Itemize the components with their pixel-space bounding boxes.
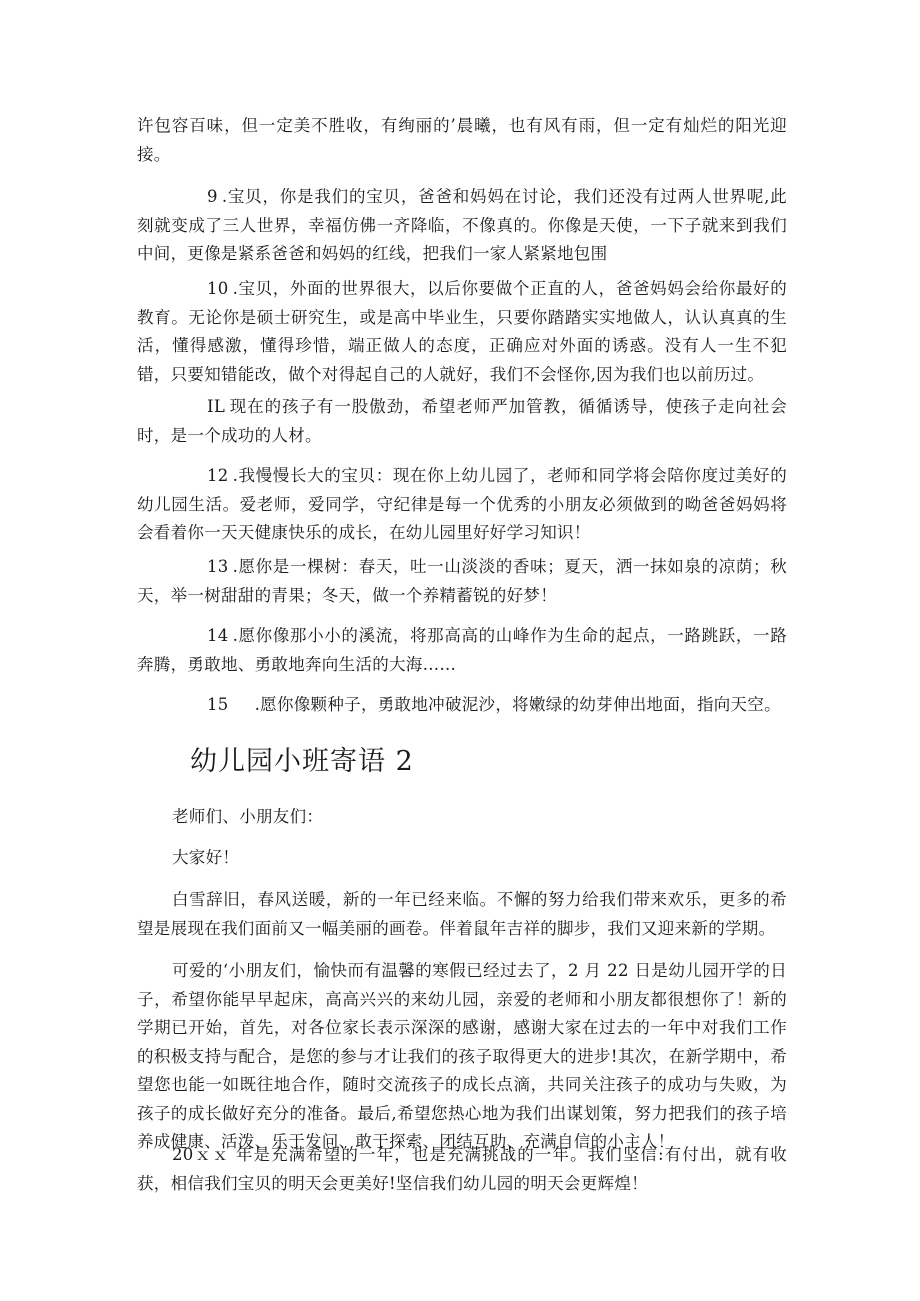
item-number: 10 bbox=[207, 279, 229, 298]
item-number: 14 bbox=[207, 626, 229, 645]
item-text: .我慢慢长大的宝贝：现在你上幼儿园了，老师和同学将会陪你度过美好的幼儿园生活。爱老师，爱同学，守纪律是每一个优秀的小朋友必须做到的呦爸爸妈妈将会看着你一天天健康快乐的成长，在幼儿园里好好学习知识！ bbox=[137, 466, 787, 542]
item-text: .愿你像那小小的溪流，将那高高的山峰作为生命的起点，一路跳跃，一路奔腾，勇敢地、勇敢地奔向生活的大海…… bbox=[137, 626, 787, 674]
paragraph-new-year: 白雪辞旧，春风送暖，新的一年已经来临。不懈的努力给我们带来欢乐，更多的希望是展现在我们面前又一幅美丽的画卷。伴着鼠年吉祥的脚步，我们又迎来新的学期。 bbox=[137, 890, 787, 938]
list-item-10 bbox=[137, 275, 787, 389]
item-number: 13 bbox=[207, 557, 229, 576]
item-number: 9 bbox=[207, 187, 218, 206]
section-title: 幼儿园小班寄语 2 bbox=[190, 746, 414, 777]
paragraph-new-semester: 可爱的‘小朋友们，愉快而有温馨的寒假已经过去了，2 月 22 日是幼儿园开学的日子，希望你能早早起床，高高兴兴的来幼儿园，亲爱的老师和小朋友都很想你了！新的学期已开始，首先，对各位家长表示深深的感谢，感谢大家在过去的一年中对我们工作的积极支持与配合，是您的参与才让我们的孩子取得更大的进步!其次，在新学期中，希望您也能一如既往地合作，随时交流孩子的成长点滴，共同关注孩子的成功与失败，为孩子的成长做好充分的准备。最后,希望您热心地为我们出谋划策，努力把我们的孩子培养成健康、活泼、乐于发问、敢于探索、团结互助、充满自信的小主人！ bbox=[137, 961, 787, 1151]
item-text: .宝贝，你是我们的宝贝，爸爸和妈妈在讨论，我们还没有过两人世界呢,此刻就变成了三人世界，幸福仿佛一齐降临，不像真的。你像是天使，一下子就来到我们中间，更像是紧系爸爸和妈妈的红线，把我们一家人紧紧地包围 bbox=[137, 187, 787, 263]
item-number: 12 bbox=[207, 466, 229, 485]
item-text: .愿你是一棵树：春天，吐一山淡淡的香味；夏天，洒一抹如泉的凉荫；秋天，举一树甜甜的青果；冬天，做一个养精蓄锐的好梦！ bbox=[137, 557, 787, 605]
intro-continuation: 许包容百味，但一定美不胜收，有绚丽的’晨曦，也有风有雨，但一定有灿烂的阳光迎接。 bbox=[137, 116, 787, 164]
item-number: IL bbox=[207, 397, 226, 416]
list-item-15 bbox=[137, 691, 787, 720]
list-item-14 bbox=[137, 622, 787, 679]
list-item-9 bbox=[137, 183, 787, 269]
item-text: .愿你像颗种子，勇敢地冲破泥沙，将嫩绿的幼芽伸出地面，指向天空。 bbox=[254, 695, 781, 714]
item-number: 15 bbox=[207, 695, 229, 714]
hello-line: 大家好！ bbox=[172, 848, 240, 867]
item-text: .宝贝，外面的世界很大，以后你要做个正直的人，爸爸妈妈会给你最好的教育。无论你是硕士研究生，或是高中毕业生，只要你踏踏实实地做人，认认真真的生活，懂得感激，懂得珍惜，端正做人的态度，正确应对外面的诱惑。没有人一生不犯错，只要知错能改，做个对得起自己的人就好，我们不会怪你,因为我们也以前历过。 bbox=[137, 279, 787, 384]
paragraph-closing: 20ｘｘ 年是充满希望的一年，也是充满挑战的一年。我们坚信:有付出，就有收获，相信我们宝贝的明天会更美好!坚信我们幼儿园的明天会更辉煌！ bbox=[137, 1145, 787, 1193]
greeting: 老师们、小朋友们： bbox=[172, 807, 324, 826]
list-item-12 bbox=[137, 462, 787, 548]
list-item-11 bbox=[137, 393, 787, 450]
item-text: 现在的孩子有一股傲劲，希望老师严加管教，循循诱导，使孩子走向社会时，是一个成功的人材。 bbox=[137, 397, 787, 445]
list-item-13 bbox=[137, 553, 787, 610]
